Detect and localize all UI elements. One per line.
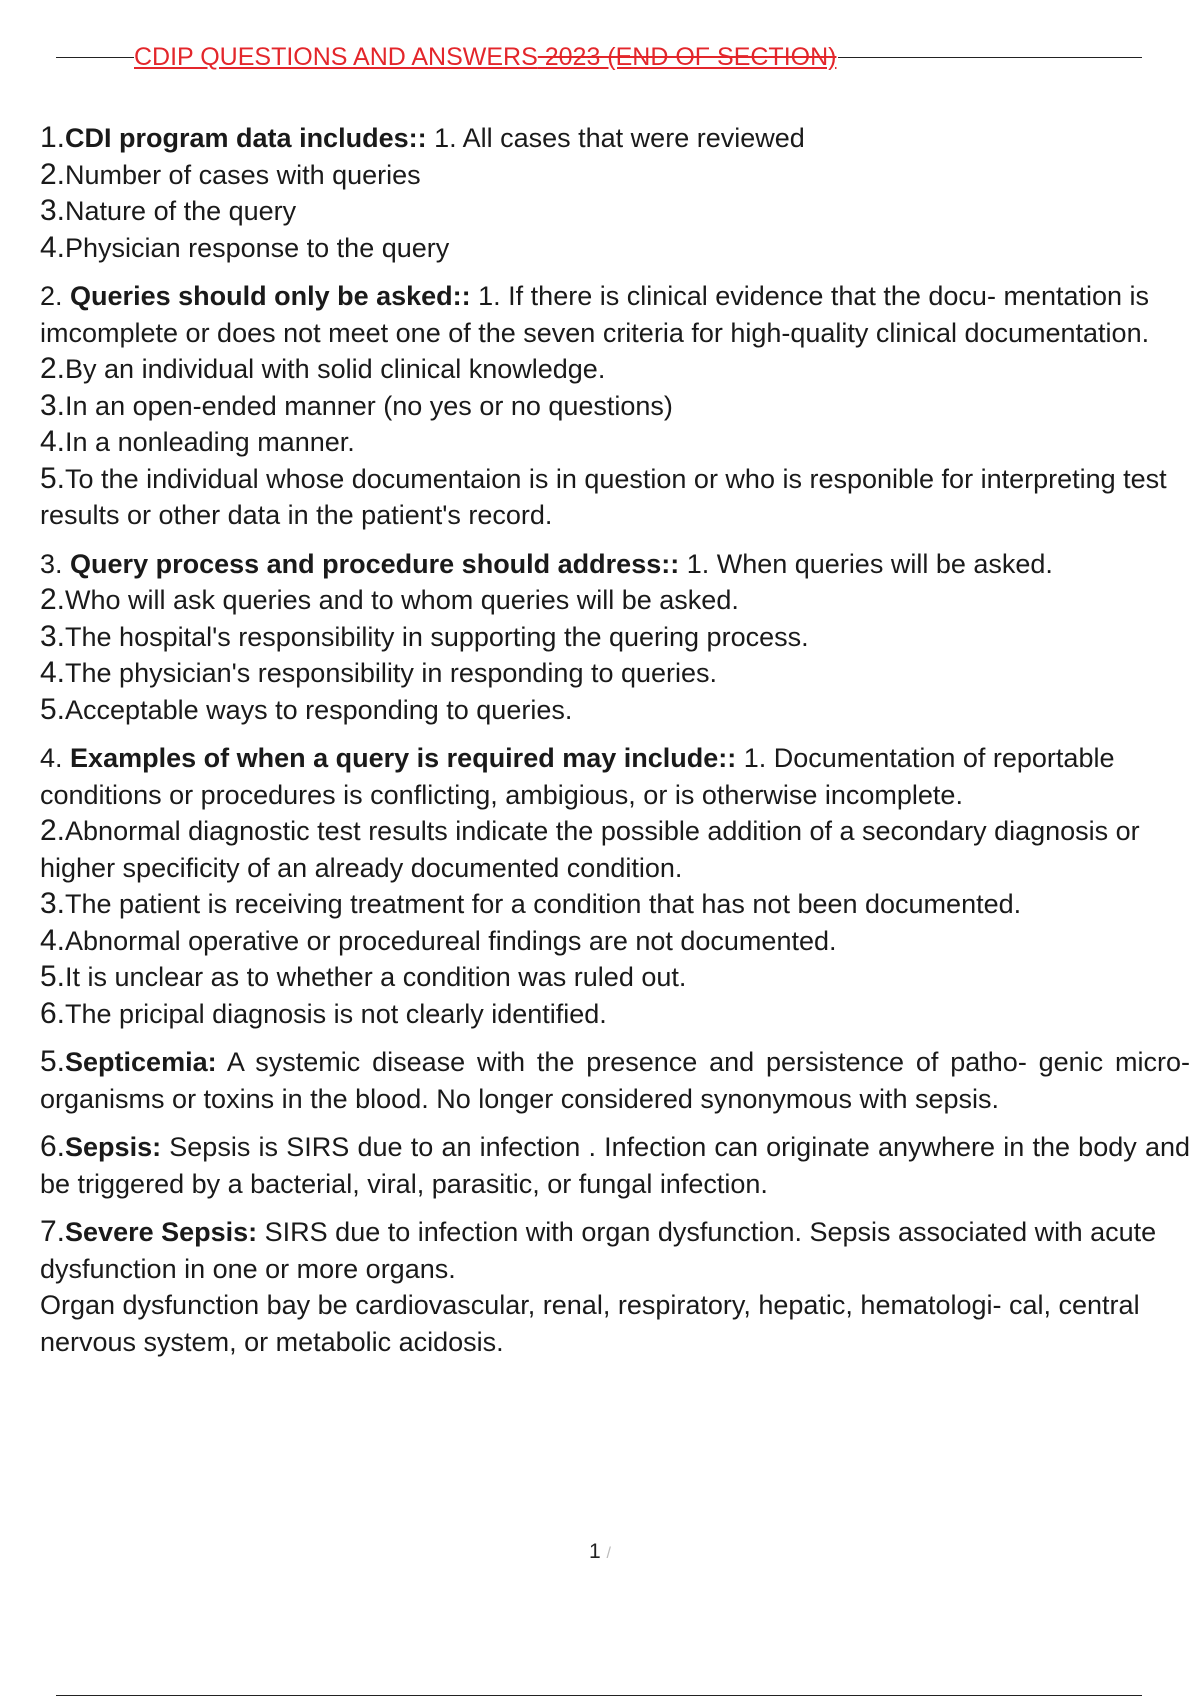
answer-text: Sepsis is SIRS due to an infection . Infection can originate anywhere in the body and be triggered by a bacterial, viral, parasitic, or fungal infection. <box>40 1132 1190 1199</box>
page-number <box>0 1540 1200 1564</box>
sub-text: The patient is receiving treatment for a condition that has not been documented. <box>65 889 1022 919</box>
sub-number: 4. <box>40 923 66 957</box>
sub-number: 5. <box>40 461 66 495</box>
sub-text: Number of cases with queries <box>65 159 421 190</box>
page-number-separator: / <box>606 1545 611 1562</box>
item-number: 3. <box>40 548 63 579</box>
sub-number: 4. <box>40 656 66 689</box>
sub-number: 2. <box>40 583 66 616</box>
qa-item-4 <box>40 740 1190 1032</box>
answer-text: SIRS due to infection with organ dysfunction. Sepsis associated with acute dysfunction in one or more organs. <box>40 1217 1157 1284</box>
item-number: 6. <box>40 1130 66 1163</box>
sub-text: The pricipal diagnosis is not clearly identified. <box>65 998 607 1029</box>
page-header <box>56 40 1142 74</box>
question-text: Query process and procedure should address:: <box>70 548 680 579</box>
sub-number: 5. <box>40 692 66 726</box>
footer-rule <box>56 1695 1142 1696</box>
sub-number: 2. <box>40 352 66 385</box>
title-text: CDIP QUESTIONS AND ANSWERS <box>134 43 538 71</box>
sub-text: Abnormal operative or procedureal findings are not documented. <box>65 925 837 956</box>
answer-text: 1. All cases that were reviewed <box>426 123 805 153</box>
item-number: 1. <box>40 121 66 154</box>
qa-item-1 <box>40 120 1190 266</box>
sub-number: 3. <box>40 619 66 653</box>
sub-number: 3. <box>40 194 66 227</box>
answer-text: 1. Documentation of reportable conditions or procedures is conflicting, ambigious, or is otherwise incomplete. <box>40 743 1115 810</box>
sub-number: 4. <box>40 230 66 264</box>
sub-text: It is unclear as to whether a condition was ruled out. <box>65 962 687 992</box>
question-text: Septicemia: <box>65 1047 217 1077</box>
sub-text: Nature of the query <box>65 196 297 226</box>
qa-item-3 <box>40 546 1190 729</box>
title-strikethrough-text: 2023 (END OF SECTION) <box>537 43 837 71</box>
item-number: 4. <box>40 743 63 773</box>
sub-text: The hospital's responsibility in supporting the quering process. <box>65 621 809 652</box>
answer-text: 1. If there is clinical evidence that the docu- mentation is imcomplete or does not meet one of the seven criteria for high-quality clinical documentation. <box>40 281 1150 348</box>
item-number: 5. <box>40 1045 66 1078</box>
sub-text: In a nonleading manner. <box>65 427 355 457</box>
answer-text: 1. When queries will be asked. <box>679 548 1053 579</box>
sub-number: 6. <box>40 996 66 1030</box>
sub-text: Abnormal diagnostic test results indicate the possible addition of a secondary diagnosis or higher specificity of an already documented condition. <box>40 816 1140 883</box>
sub-number: 4. <box>40 425 66 458</box>
sub-number: 2. <box>40 814 66 847</box>
item-number: 2. <box>40 281 63 311</box>
answer-text: A systemic disease with the presence and persistence of patho- genic micro-organisms or toxins in the blood. No longer considered synonymous with sepsis. <box>40 1047 1190 1114</box>
page-number-value: 1 <box>589 1540 601 1563</box>
qa-item-7 <box>40 1214 1190 1360</box>
qa-item-6 <box>40 1129 1190 1202</box>
extra-text: Organ dysfunction bay be cardiovascular, renal, respiratory, hepatic, hematologi- cal, central nervous system, or metabolic acidosis. <box>40 1290 1140 1357</box>
sub-text: To the individual whose documentaion is in question or who is responible for interpreting test results or other data in the patient's record. <box>40 463 1167 530</box>
sub-text: Acceptable ways to responding to queries. <box>65 694 573 725</box>
sub-text: In an open-ended manner (no yes or no questions) <box>65 390 673 421</box>
sub-text: Who will ask queries and to whom queries will be asked. <box>65 585 739 615</box>
document-title <box>134 42 838 72</box>
question-text: Queries should only be asked:: <box>70 281 471 311</box>
sub-text: By an individual with solid clinical knowledge. <box>65 354 606 384</box>
sub-number: 5. <box>40 960 66 993</box>
sub-number: 3. <box>40 388 66 422</box>
sub-text: Physician response to the query <box>65 232 450 263</box>
qa-list <box>40 120 1190 1372</box>
question-text: Severe Sepsis: <box>65 1217 258 1247</box>
qa-item-5 <box>40 1044 1190 1117</box>
item-number: 7. <box>40 1215 66 1248</box>
question-text: Examples of when a query is required may include:: <box>70 743 737 773</box>
sub-number: 2. <box>40 157 66 191</box>
sub-text: The physician's responsibility in responding to queries. <box>65 658 718 688</box>
question-text: Sepsis: <box>65 1132 162 1162</box>
sub-number: 3. <box>40 887 66 920</box>
question-text: CDI program data includes:: <box>65 123 427 153</box>
qa-item-2 <box>40 278 1190 534</box>
